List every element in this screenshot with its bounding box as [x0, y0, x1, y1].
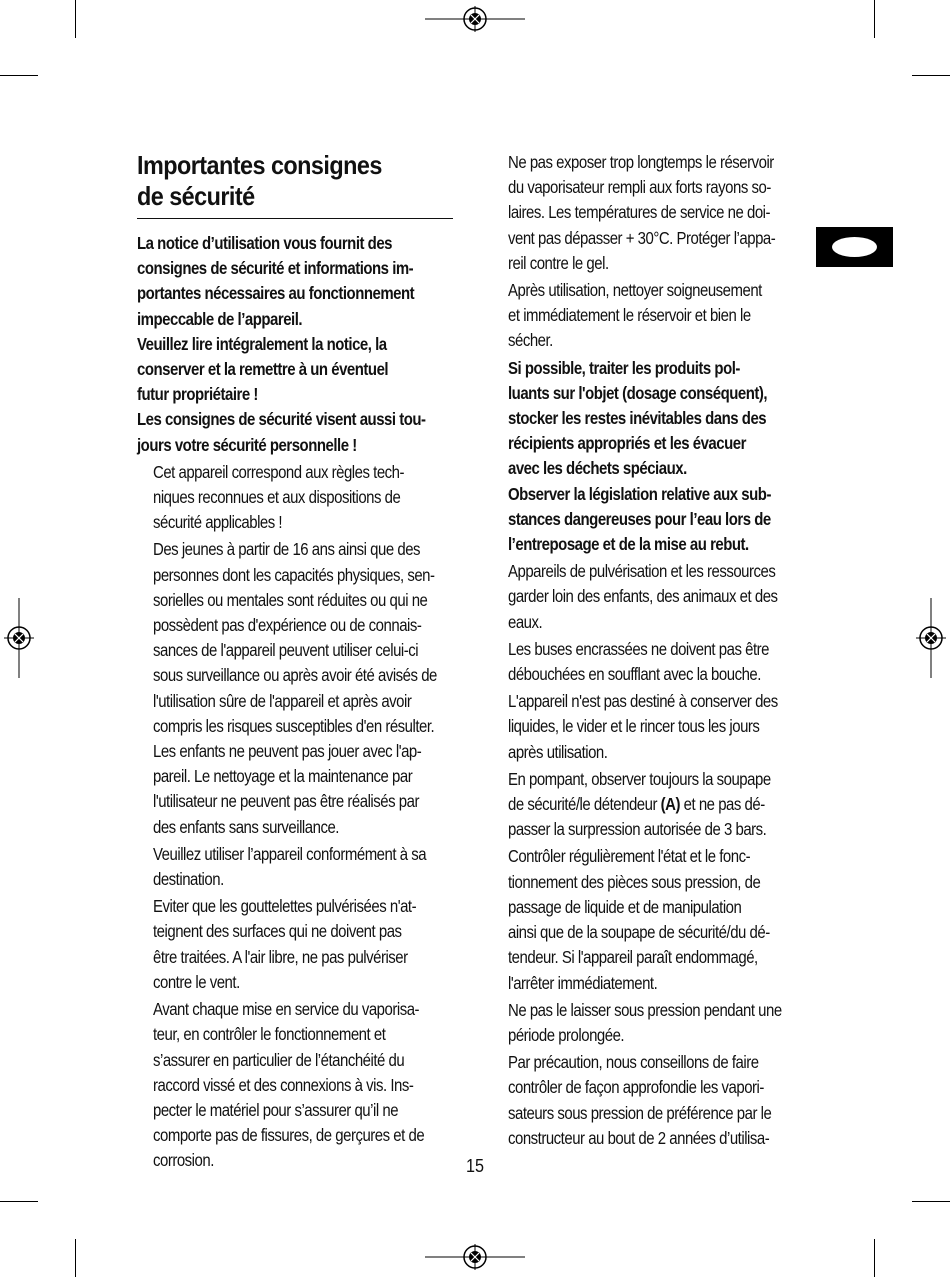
cleaning-paragraph: Après utilisation, nettoyer soigneusement et immédiatement le réservoir et bien le sécher. [508, 280, 762, 351]
registration-mark-icon [425, 1244, 525, 1270]
intro-paragraph: La notice d’utilisation vous fournit des consignes de sécurité et informations im- portantes nécessaires au fonctionnement impeccable de l’appareil. [137, 233, 415, 329]
conformity-paragraph: Cet appareil correspond aux règles tech- niques reconnues et aux dispositions de sécurité applicables ! [153, 461, 405, 533]
keep-away-paragraph: Appareils de pulvérisation et les ressources garder loin des enfants, des animaux et des eaux. [508, 561, 778, 632]
read-notice-paragraph: Veuillez lire intégralement la notice, la conserver et la remettre à un éventuel futur propriétaire ! [137, 333, 389, 405]
left-column [137, 150, 455, 1174]
language-oval-icon [832, 237, 877, 257]
crop-mark [0, 75, 38, 76]
crop-mark [75, 1239, 76, 1277]
pumping-paragraph [508, 767, 809, 843]
pumping-text-c: et ne pas dé- passer la surpression autorisée de 3 bars. [508, 794, 767, 840]
spray-drift-paragraph: Eviter que les gouttelettes pulvérisées n'at- teignent des surfaces qui ne doivent pas être traitées. A l'air libre, ne pas pulvériser contre le vent. [153, 896, 417, 992]
page-number: 15 [465, 1156, 485, 1176]
pumping-text-a: En pompant, observer toujours la soupape de sécurité/le détendeur [508, 768, 771, 815]
registration-mark-icon [4, 598, 34, 678]
storage-paragraph: L'appareil n'est pas destiné à conserver des liquides, le vider et le rincer tous les jours après utilisation. [508, 691, 778, 762]
crop-mark [912, 1201, 950, 1202]
title-line-2: de sécurité [137, 181, 255, 211]
intended-use-paragraph: Veuillez utiliser l’appareil conformément à sa destination. [153, 843, 427, 890]
crop-mark [874, 0, 875, 38]
youth-usage-paragraph: Des jeunes à partir de 16 ans ainsi que des personnes dont les capacités physiques, sen- sorielles ou mentales sont réduites ou qui ne possèdent pas d'expérience ou de connais- sances de l'appareil peuvent utiliser celui-ci sous surveillance ou après avoir été avisés de l'utilisation sûre de l'appareil et après avoir compris les risques susceptibles d'en résulter. Les enfants ne peuvent pas jouer avec l'ap- pareil. Le nettoyage et la maintenance par l'utilisateur ne peuvent pas être réalisés par des enfants sans surveillance. [153, 539, 437, 837]
language-tab [816, 227, 893, 267]
crop-mark [75, 0, 76, 38]
page-title [137, 150, 443, 212]
registration-mark-icon [425, 6, 525, 32]
pre-use-check-paragraph: Avant chaque mise en service du vaporisa- teur, en contrôler le fonctionnement et s’assurer en particulier de l’étanchéité du raccord vissé et des connexions à vis. Ins- pecter le matériel pour s’assurer qu’il ne comporte pas de fissures, de gerçures et de corrosion. [153, 999, 425, 1171]
title-line-1: Importantes consignes [137, 150, 382, 180]
crop-mark [912, 75, 950, 76]
registration-mark-icon [916, 598, 946, 678]
right-column [508, 150, 808, 1151]
nozzles-paragraph: Les buses encrassées ne doivent pas être débouchées en soufflant avec la bouche. [508, 638, 769, 685]
pressure-duration-paragraph: Ne pas le laisser sous pression pendant une période prolongée. [508, 999, 782, 1045]
sun-exposure-paragraph: Ne pas exposer trop longtemps le réservoir du vaporisateur rempli aux forts rayons so- laires. Les températures de service ne doi- vent pas dépasser + 30°C. Protéger l’appa- reil contre le gel. [508, 152, 776, 273]
pollutants-paragraph: Si possible, traiter les produits pol- luants sur l'objet (dosage conséquent), stocker les restes inévitables dans des récipients appropriés et les évacuer avec les déchets spéciaux. [508, 357, 768, 479]
legislation-paragraph: Observer la législation relative aux sub- stances dangereuses pour l’eau lors de l’entreposage et de la mise au rebut. [508, 483, 771, 555]
precaution-paragraph: Par précaution, nous conseillons de faire contrôler de façon approfondie les vapori- sateurs sous pression de préférence par le constructeur au bout de 2 années d’utilisa- [508, 1052, 772, 1148]
valve-reference-a: (A) [660, 794, 680, 815]
personal-safety-paragraph: Les consignes de sécurité visent aussi tou- jours votre sécurité personnelle ! [137, 409, 426, 455]
crop-mark [874, 1239, 875, 1277]
crop-mark [0, 1201, 38, 1202]
title-divider [137, 218, 453, 219]
inspection-paragraph: Contrôler régulièrement l'état et le fonc- tionnement des pièces sous pression, de passage de liquide et de manipulation ainsi que de la soupape de sécurité/du dé- tendeur. Si l'appareil paraît endommagé, l'arrêter immédiatement. [508, 846, 770, 993]
